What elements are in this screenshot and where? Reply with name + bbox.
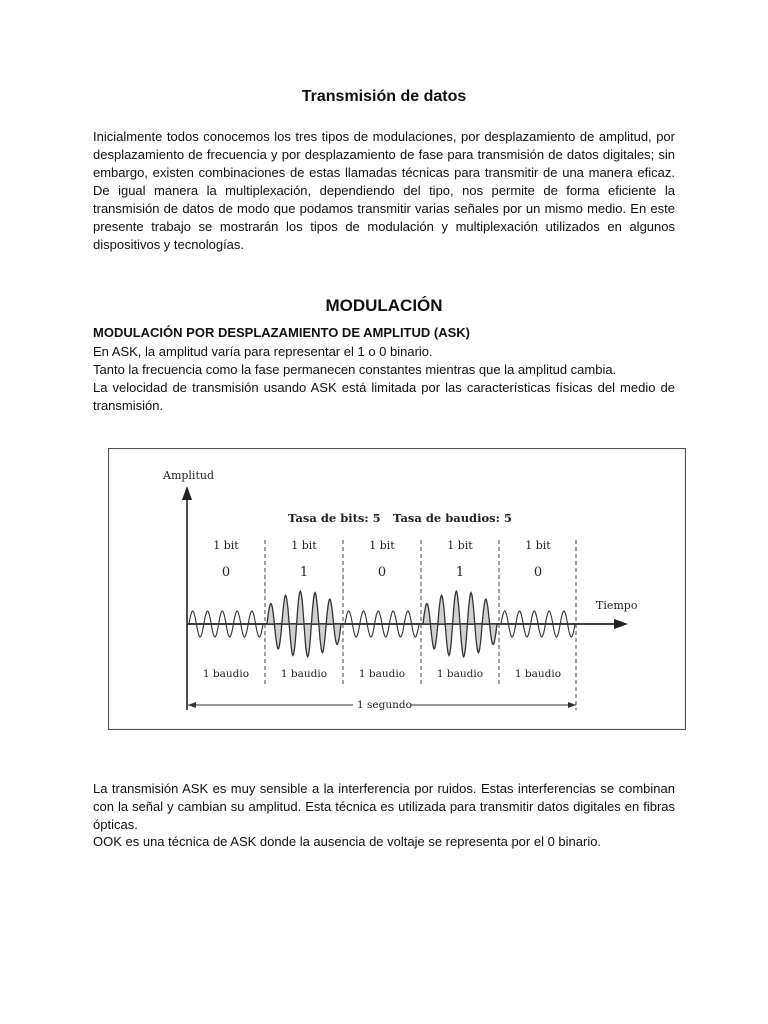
duration-label: 1 segundo <box>357 699 412 711</box>
baud-label: 1 baudio <box>280 668 328 680</box>
bit-label: 1 bit <box>369 539 395 552</box>
bit-value: 1 <box>455 565 465 580</box>
intro-paragraph: Inicialmente todos conocemos los tres tipos de modulaciones, por desplazamiento de amplitud, por desplazamiento de frecuencia y por desplazamiento de fase para transmisión de datos digitales; sin embargo, existen combinaciones de estas llamadas técnicas para transmitir de una manera eficaz. De igual manera la multiplexación, dependiendo del tipo, nos permite de forma eficiente la transmisión de datos de modo que podamos transmitir varias señales por un mismo medio. En este presente trabajo se mostrarán los tipos de modulación y multiplexación utilizados en algunos dispositivos y tecnologías. <box>93 129 675 252</box>
baud-label: 1 baudio <box>202 668 250 680</box>
ask-diagram <box>108 448 686 730</box>
after-paragraph-2: OOK es una técnica de ASK donde la ausencia de voltaje se representa por el 0 binario. <box>93 834 602 849</box>
bit-label: 1 bit <box>447 539 473 552</box>
ask-figure <box>108 448 686 730</box>
baud-label: 1 baudio <box>358 668 406 680</box>
bit-label: 1 bit <box>213 539 239 552</box>
bit-rate-label: Tasa de bits: 5 <box>288 511 381 525</box>
y-axis-label: Amplitud <box>163 469 214 482</box>
y-axis-arrow <box>182 486 192 500</box>
document-title: Transmisión de datos <box>301 88 467 105</box>
bit-value: 0 <box>533 565 543 580</box>
x-axis-arrow <box>614 619 628 629</box>
baud-label: 1 baudio <box>514 668 562 680</box>
x-axis-label: Tiempo <box>596 599 638 612</box>
bit-label: 1 bit <box>291 539 317 552</box>
ask-heading: MODULACIÓN POR DESPLAZAMIENTO DE AMPLITUD (ASK) <box>93 325 470 340</box>
bit-labels <box>203 539 561 680</box>
bit-value: 1 <box>299 565 309 580</box>
figure-frame <box>109 449 686 730</box>
duration-arrow-right <box>568 702 576 708</box>
bit-value: 0 <box>221 565 231 580</box>
after-paragraph-1: La transmisión ASK es muy sensible a la interferencia por ruidos. Estas interferencias se combinan con la señal y cambian su amplitud. Esta técnica es utilizada para transmitir datos digitales en fibras ópticas. <box>93 781 675 832</box>
baud-label: 1 baudio <box>436 668 484 680</box>
section-title: MODULACIÓN <box>325 296 443 315</box>
ask-line-3: La velocidad de transmisión usando ASK está limitada por las características físicas del medio de transmisión. <box>93 380 675 413</box>
baud-rate-label: Tasa de baudios: 5 <box>393 511 512 525</box>
ask-line-2: Tanto la frecuencia como la fase permanecen constantes mientras que la amplitud cambia. <box>93 362 617 377</box>
duration-arrow-left <box>188 702 196 708</box>
bit-value: 0 <box>377 565 387 580</box>
bit-label: 1 bit <box>525 539 551 552</box>
ask-line-1: En ASK, la amplitud varía para representar el 1 o 0 binario. <box>93 344 433 359</box>
